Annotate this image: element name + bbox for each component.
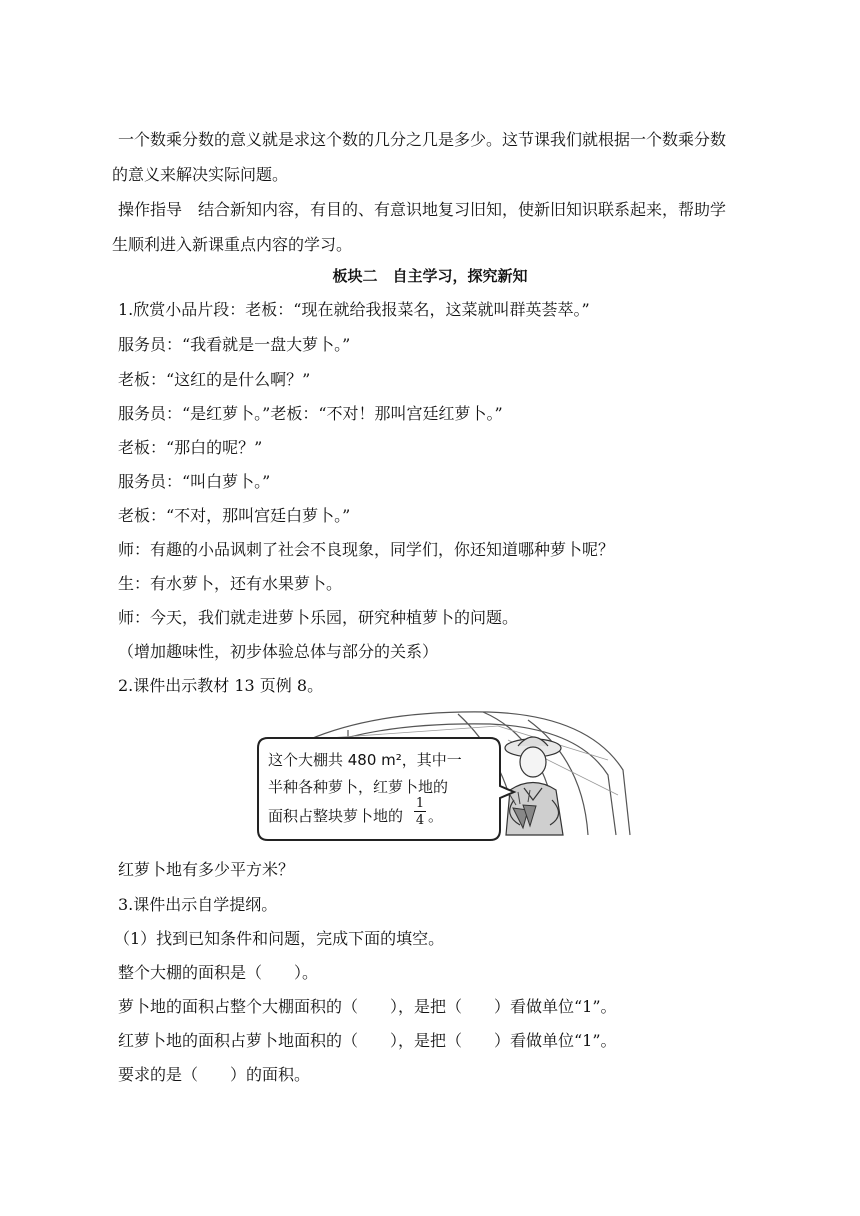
bubble-line-1: 这个大棚共 480 m²，其中一 [268, 751, 462, 769]
dialogue-line-8: 师：有趣的小品讽刺了社会不良现象，同学们，你还知道哪种萝卜呢？ [118, 540, 615, 559]
bubble-line-2: 半种各种萝卜，红萝卜地的 [268, 778, 449, 796]
guidance-line-1: 操作指导 结合新知内容，有目的、有意识地复习旧知，使新旧知识联系起来，帮助学 [118, 200, 727, 219]
outline-item-1: （1）找到已知条件和问题，完成下面的填空。 [114, 929, 445, 948]
guidance-line-2: 生顺利进入新课重点内容的学习。 [112, 235, 353, 254]
section-heading: 板块二 自主学习，探究新知 [332, 267, 528, 285]
fill-blank-2: 萝卜地的面积占整个大棚面积的（ ），是把（ ）看做单位“1”。 [118, 997, 617, 1016]
intro-line-2: 的意义来解决实际问题。 [112, 165, 289, 184]
dialogue-line-1: 1.欣赏小品片段：老板：“现在就给我报菜名，这菜就叫群英荟萃。” [118, 300, 590, 319]
question-line: 红萝卜地有多少平方米？ [118, 860, 295, 879]
dialogue-line-5: 老板：“那白的呢？” [118, 438, 263, 457]
dialogue-line-10: 师：今天，我们就走进萝卜乐园，研究种植萝卜的问题。 [118, 608, 519, 627]
dialogue-line-3: 老板：“这红的是什么啊？” [118, 370, 311, 389]
intro-line-1: 一个数乘分数的意义就是求这个数的几分之几是多少。这节课我们就根据一个数乘分数 [118, 130, 727, 149]
fill-blank-3: 红萝卜地的面积占萝卜地面积的（ ），是把（ ）看做单位“1”。 [118, 1031, 617, 1050]
dialogue-line-7: 老板：“不对，那叫宫廷白萝卜。” [118, 506, 351, 525]
greenhouse-illustration [228, 700, 638, 845]
fraction-bar [414, 811, 426, 812]
dialogue-line-9: 生：有水萝卜，还有水果萝卜。 [118, 574, 343, 593]
fraction-numerator: 1 [415, 796, 425, 811]
fraction-denominator: 4 [415, 813, 425, 828]
fill-blank-4: 要求的是（ ）的面积。 [118, 1065, 311, 1084]
dialogue-line-11: （增加趣味性，初步体验总体与部分的关系） [118, 642, 439, 661]
fill-blank-1: 整个大棚的面积是（ ）。 [118, 963, 319, 982]
dialogue-line-4: 服务员：“是红萝卜。”老板：“不对！那叫宫廷红萝卜。” [118, 404, 503, 423]
dialogue-line-12: 2.课件出示教材 13 页例 8。 [118, 676, 324, 695]
bubble-end: 。 [428, 807, 444, 825]
dialogue-line-2: 服务员：“我看就是一盘大萝卜。” [118, 335, 351, 354]
bubble-line-3: 面积占整块萝卜地的 [268, 807, 404, 825]
dialogue-line-6: 服务员：“叫白萝卜。” [118, 472, 271, 491]
outline-title: 3.课件出示自学提纲。 [118, 895, 278, 914]
